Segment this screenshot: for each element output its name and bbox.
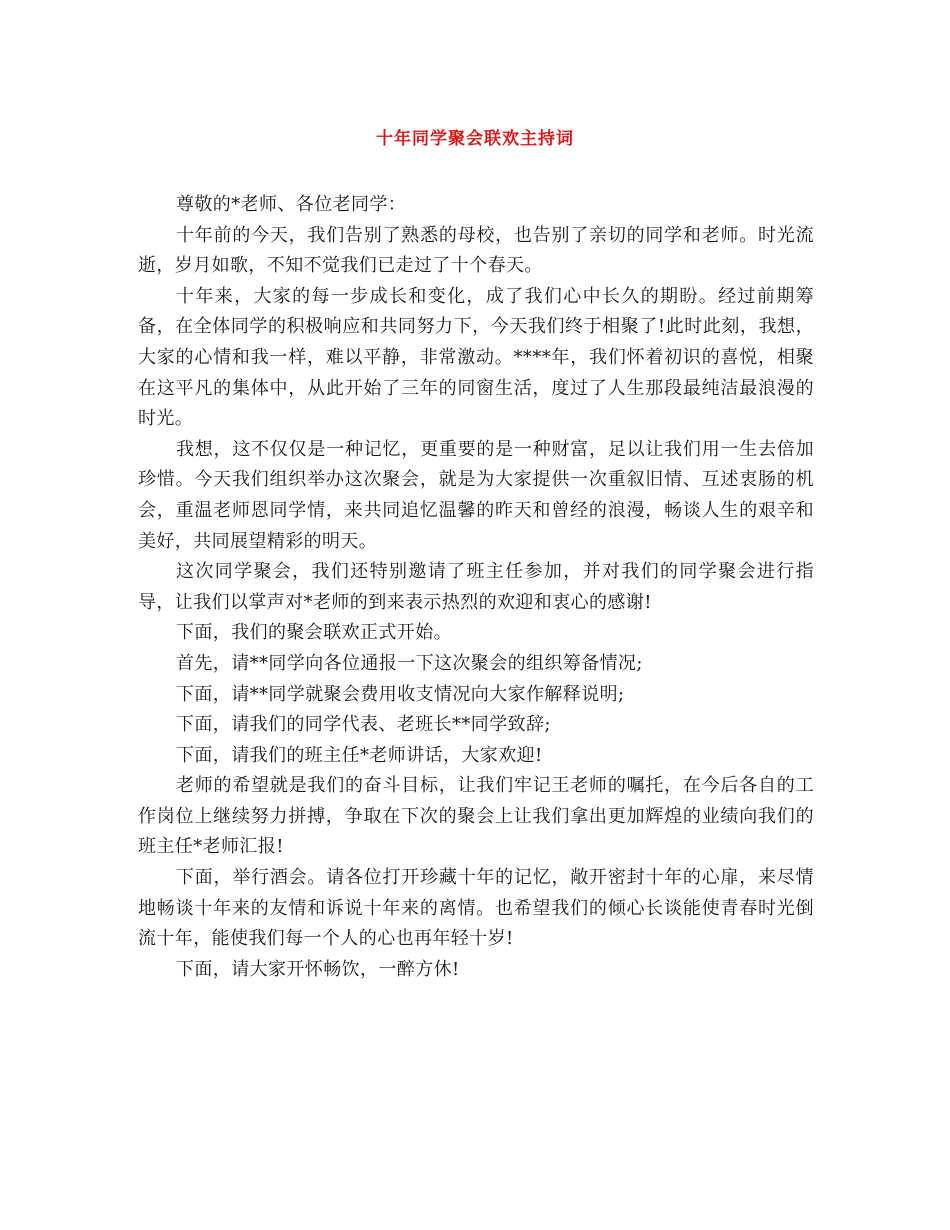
document-title: 十年同学聚会联欢主持词 (376, 129, 574, 149)
paragraph-1: 十年前的今天，我们告别了熟悉的母校，也告别了亲切的同学和老师。时光流逝，岁月如歌，不知不觉我们已走过了十个春天。 (138, 224, 814, 277)
paragraph-5: 下面，我们的聚会联欢正式开始。 (176, 622, 452, 644)
paragraph-10: 老师的希望就是我们的奋斗目标，让我们牢记王老师的嘱托，在今后各自的工作岗位上继续努力拼搏，争取在下次的聚会上让我们拿出更加辉煌的业绩向我们的班主任*老师汇报! (138, 775, 814, 858)
paragraph-9: 下面，请我们的班主任*老师讲话，大家欢迎! (176, 744, 543, 766)
paragraph-6: 首先，请**同学向各位通报一下这次聚会的组织筹备情况; (176, 652, 643, 674)
paragraph-7: 下面，请**同学就聚会费用收支情况向大家作解释说明; (176, 683, 625, 705)
paragraph-salutation: 尊敬的*老师、各位老同学： (176, 194, 407, 215)
paragraph-12: 下面，请大家开怀畅饮，一醉方休! (176, 958, 460, 980)
paragraph-2: 十年来，大家的每一步成长和变化，成了我们心中长久的期盼。经过前期筹备，在全体同学的积极响应和共同努力下，今天我们终于相聚了!此时此刻，我想，大家的心情和我一样，难以平静，非常激动。****年，我们怀着初识的喜悦，相聚在这平凡的集体中，从此开始了三年的同窗生活，度过了人生那段最纯洁最浪漫的时光。 (138, 285, 814, 430)
paragraph-8: 下面，请我们的同学代表、老班长**同学致辞; (176, 714, 551, 736)
document-body (138, 190, 814, 985)
paragraph-4: 这次同学聚会，我们还特别邀请了班主任参加，并对我们的同学聚会进行指导，让我们以掌声对*老师的到来表示热烈的欢迎和衷心的感谢! (138, 561, 814, 613)
paragraph-11: 下面，举行酒会。请各位打开珍藏十年的记忆，敞开密封十年的心扉，来尽情地畅谈十年来的友情和诉说十年来的离情。也希望我们的倾心长谈能使青春时光倒流十年，能使我们每一个人的心也再年轻十岁! (138, 867, 814, 950)
paragraph-3: 我想，这不仅仅是一种记忆，更重要的是一种财富，足以让我们用一生去倍加珍惜。今天我们组织举办这次聚会，就是为大家提供一次重叙旧情、互述衷肠的机会，重温老师恩同学情，来共同追忆温馨的昨天和曾经的浪漫，畅谈人生的艰辛和美好，共同展望精彩的明天。 (138, 438, 814, 552)
